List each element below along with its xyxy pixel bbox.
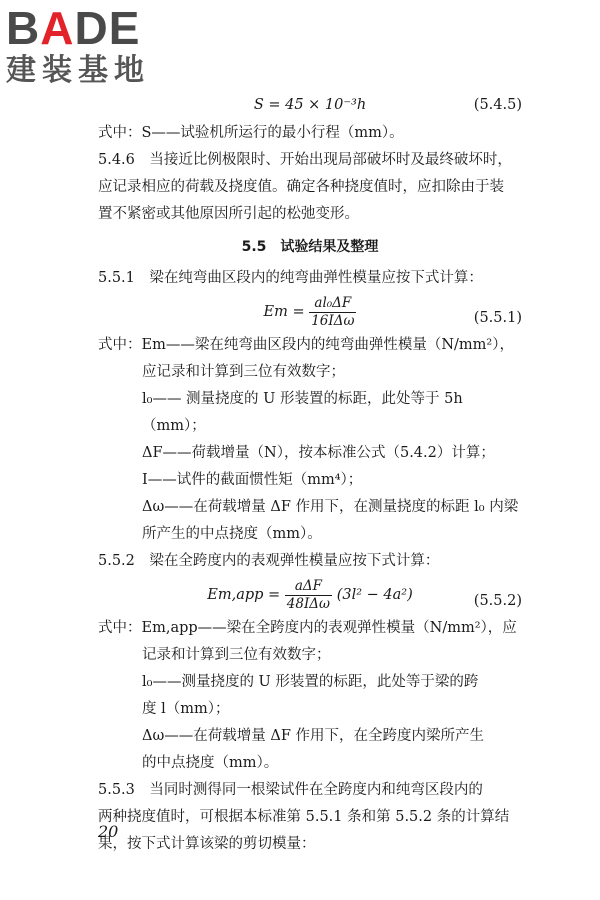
text-line: 记录和计算到三位有效数字； bbox=[142, 647, 331, 663]
clause-5-5-2: 5.5.2 梁在全跨度内的表观弹性模量应按下式计算： bbox=[98, 553, 440, 569]
equation-5-4-5: S = 45 × 10⁻³h (5.4.5) bbox=[253, 97, 522, 113]
text-line: 式中：Em——梁在纯弯曲区段内的纯弯曲弹性模量（N/mm²）， bbox=[98, 337, 514, 353]
text-line: I——试件的截面惯性矩（mm⁴）； bbox=[142, 472, 363, 488]
text-line: 式中：S——试验机所运行的最小行程（mm）。 bbox=[98, 125, 404, 141]
text-line: （mm）； bbox=[142, 418, 206, 434]
clause-5-5-3: 5.5.3 当同时测得同一根梁试件在全跨度内和纯弯区段内的 bbox=[98, 782, 483, 798]
page-number: 20 bbox=[98, 822, 119, 841]
text-line: 式中：Em,app——梁在全跨度内的表观弹性模量（N/mm²），应 bbox=[98, 620, 517, 636]
text-line: 应记录和计算到三位有效数字； bbox=[142, 364, 345, 380]
clause-5-4-6: 5.4.6 当接近比例极限时、开始出现局部破坏时及最终破坏时， bbox=[98, 152, 512, 168]
text-line: 所产生的中点挠度（mm）。 bbox=[142, 526, 322, 542]
text-line: 置不紧密或其他原因所引起的松弛变形。 bbox=[98, 206, 359, 222]
logo-subtitle: 建装基地 bbox=[6, 53, 150, 88]
document-page bbox=[98, 92, 522, 858]
text-line: 应记录相应的荷载及挠度值。确定各种挠度值时，应扣除由于装 bbox=[98, 179, 504, 195]
equation-5-5-1: Em = $\frac{\text{al₀ΔF}}{\text{16IΔω}}$ (5.5.1) bbox=[263, 294, 522, 329]
text-line: l₀—— 测量挠度的 U 形装置的标距，此处等于 5h bbox=[142, 391, 463, 407]
text-line: 果，按下式计算该梁的剪切模量： bbox=[98, 836, 316, 852]
text-line: Δω——在荷载增量 ΔF 作用下，在测量挠度的标距 l₀ 内梁 bbox=[142, 499, 519, 515]
text-line: 的中点挠度（mm）。 bbox=[142, 755, 279, 771]
equation-5-5-2: Em,app = $\frac{\text{aΔF}}{\text{48IΔω}}$ (3l² − 4a²) (5.5.2) bbox=[207, 577, 522, 612]
logo-wordmark: BADE bbox=[6, 2, 141, 54]
text-line: l₀——测量挠度的 U 形装置的标距，此处等于梁的跨 bbox=[142, 674, 479, 690]
text-line: ΔF——荷载增量（N），按本标准公式（5.4.2）计算； bbox=[142, 445, 495, 461]
clause-5-5-1: 5.5.1 梁在纯弯曲区段内的纯弯曲弹性模量应按下式计算： bbox=[98, 270, 483, 286]
section-heading: 5.5 试验结果及整理 bbox=[241, 239, 379, 255]
text-line: Δω——在荷载增量 ΔF 作用下，在全跨度内梁所产生 bbox=[142, 728, 485, 744]
text-line: 度 l（mm）； bbox=[142, 701, 230, 717]
text-line: 两种挠度值时，可根据本标准第 5.5.1 条和第 5.5.2 条的计算结 bbox=[98, 809, 510, 825]
bade-logo bbox=[6, 4, 176, 88]
